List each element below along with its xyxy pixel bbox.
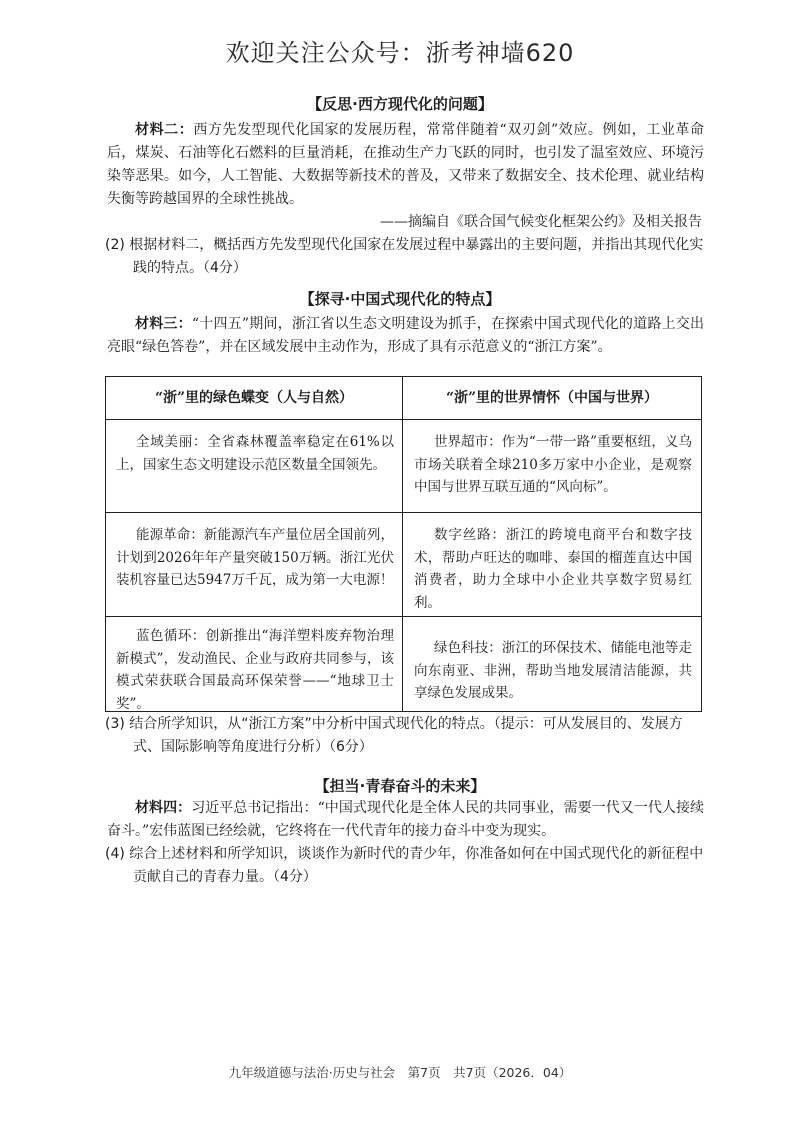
material-two-label: 材料二： — [135, 122, 194, 138]
table-cell-energy: 能源革命：新能源汽车产量位居全国前列，计划到2026年年产量突破150万辆。浙江光伏装机容量已达5947万千瓦，成为第一大电源！ — [116, 527, 394, 588]
material-two-text: 西方先发型现代化国家的发展历程，常常伴随着“双刃剑”效应。例如，工业革命后，煤炭、石油等化石燃料的巨量消耗，在推动生产力飞跃的同时，也引发了温室效应、环境污染等恶果。如今，人工智能、大数据等新技术的普及，又带来了数据安全、技术伦理、就业结构失衡等跨越国界的全球性挑战。 — [107, 122, 705, 207]
section-heading-reflection: 【反思·西方现代化的问题】 — [307, 95, 493, 113]
material-four-text: 习近平总书记指出：“中国式现代化是全体人民的共同事业，需要一代又一代人接续奋斗。”宏伟蓝图已经绘就，它终将在一代代青年的接力奋斗中变为现实。 — [107, 800, 705, 839]
table-divider — [402, 377, 403, 711]
question-4: (4) 综合上述材料和所学知识，谈谈作为新时代的青少年，你准备如何在中国式现代化的新征程中贡献自己的青春力量。（4分） — [105, 846, 704, 885]
table-rule — [106, 616, 701, 617]
section-heading-responsibility: 【担当·青春奋斗的未来】 — [314, 777, 486, 795]
table-cell-green-tech: 绿色科技：浙江的环保技术、储能电池等走向东南亚、非洲，帮助当地发展清洁能源，共享绿色发展成果。 — [414, 640, 692, 701]
table-rule — [106, 512, 701, 513]
material-three — [107, 313, 704, 359]
zhejiang-table — [105, 376, 702, 712]
table-rule — [106, 419, 701, 420]
table-cell-world-market: 世界超市：作为“一带一路”重要枢纽，义乌市场关联着全球210多万家中小企业，是观察中国与世界互联互通的“风向标”。 — [414, 434, 692, 495]
table-header-nature: “浙”里的绿色蝶变（人与自然） — [154, 390, 354, 406]
material-two-source: ——摘编自《联合国气候变化框架公约》及相关报告 — [380, 214, 702, 230]
table-header-world: “浙”里的世界情怀（中国与世界） — [445, 390, 659, 406]
question-3: (3) 结合所学知识，从“浙江方案”中分析中国式现代化的特点。（提示：可从发展目的、发展方式、国际影响等角度进行分析）（6分） — [105, 716, 683, 755]
material-three-label: 材料三： — [135, 316, 192, 332]
table-cell-digital-silk-road: 数字丝路：浙江的跨境电商平台和数字技术，帮助卢旺达的咖啡、泰国的榴莲直达中国消费者，助力全球中小企业共享数字贸易红利。 — [414, 527, 692, 611]
wechat-banner: 欢迎关注公众号：浙考神墙620 — [225, 39, 575, 67]
page-footer: 九年级道德与法治·历史与社会 第7页 共7页（2026．04） — [228, 1065, 572, 1080]
section-heading-explore: 【探寻·中国式现代化的特点】 — [299, 290, 501, 308]
table-cell-beauty: 全域美丽：全省森林覆盖率稳定在61%以上，国家生态文明建设示范区数量全国领先。 — [116, 434, 394, 473]
material-four — [107, 797, 704, 843]
table-cell-blue-cycle: 蓝色循环：创新推出“海洋塑料废弃物治理新模式”，发动渔民、企业与政府共同参与，该模式荣获联合国最高环保荣誉——“地球卫士奖”。 — [116, 628, 394, 712]
material-two — [107, 119, 704, 211]
question-2: (2) 根据材料二，概括西方先发型现代化国家在发展过程中暴露出的主要问题，并指出其现代化实践的特点。（4分） — [105, 237, 704, 276]
material-four-label: 材料四： — [135, 800, 192, 816]
material-three-text: “十四五”期间，浙江省以生态文明建设为抓手，在探索中国式现代化的道路上交出亮眼“绿色答卷”，并在区域发展中主动作为，形成了具有示范意义的“浙江方案”。 — [107, 316, 705, 355]
